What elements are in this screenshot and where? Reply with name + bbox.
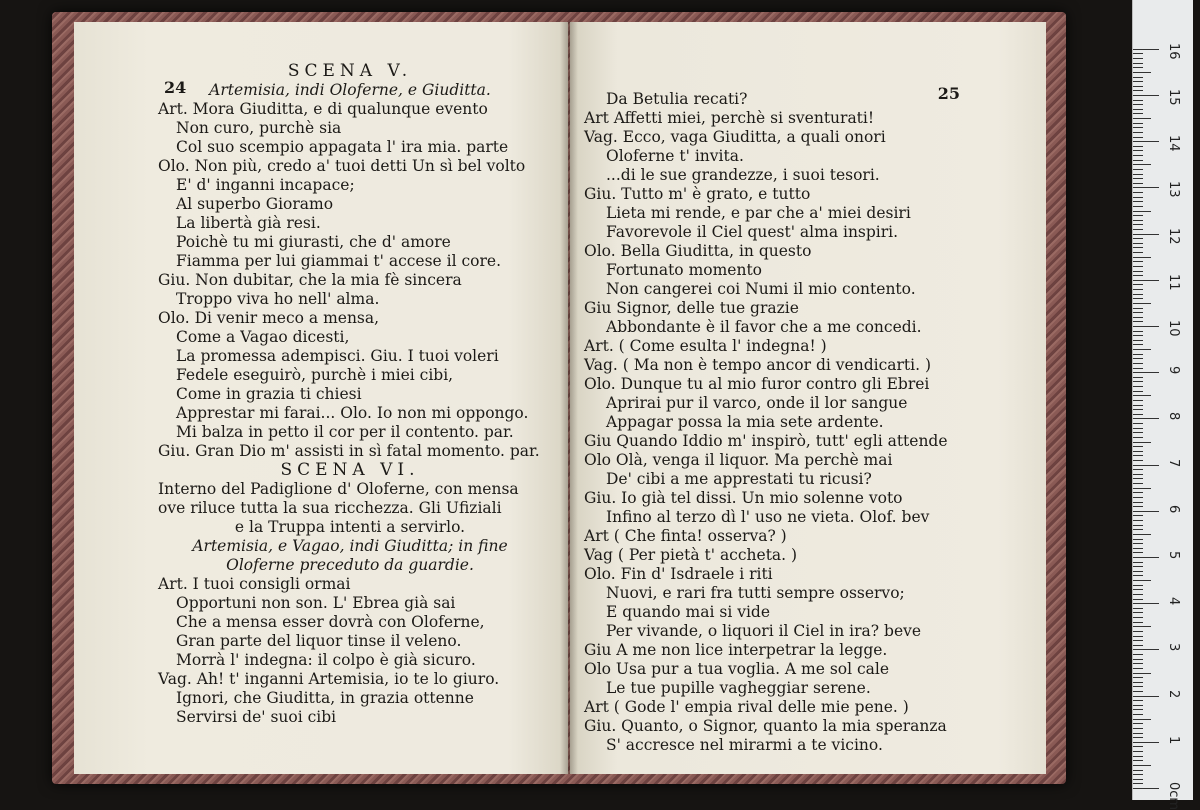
ruler-tick <box>1133 109 1143 110</box>
ruler-tick <box>1133 58 1143 59</box>
ruler-tick <box>1133 640 1143 641</box>
text-line: Aprirai pur il varco, onde il lor sangue <box>606 394 908 412</box>
ruler-tick <box>1133 266 1143 267</box>
ruler-tick <box>1133 178 1143 179</box>
ruler-tick <box>1133 580 1151 581</box>
text-line: S' accresce nel mirarmi a te vicino. <box>606 736 883 754</box>
text-line: Favorevole il Ciel quest' alma inspiri. <box>606 223 899 241</box>
ruler-tick <box>1133 700 1143 701</box>
ruler-tick <box>1133 211 1151 212</box>
ruler-tick <box>1133 174 1143 175</box>
ruler-tick <box>1133 349 1151 350</box>
ruler-tick <box>1133 728 1143 729</box>
ruler-tick <box>1133 206 1143 207</box>
text-line: Giu. Non dubitar, che la mia fè sincera <box>158 271 462 289</box>
ruler-tick <box>1133 483 1143 484</box>
text-line: Oloferne t' invita. <box>606 147 744 165</box>
text-line: Appagar possa la mia sete ardente. <box>606 413 884 431</box>
ruler-tick <box>1133 659 1143 660</box>
ruler-tick <box>1133 146 1143 147</box>
ruler-tick <box>1133 284 1143 285</box>
ruler-tick <box>1133 622 1143 623</box>
text-line: Vag ( Per pietà t' accheta. ) <box>584 546 798 564</box>
ruler-tick <box>1133 247 1143 248</box>
ruler-tick <box>1133 469 1143 470</box>
ruler-tick <box>1133 201 1143 202</box>
ruler-tick <box>1133 451 1143 452</box>
ruler-tick <box>1133 354 1143 355</box>
ruler-tick <box>1133 164 1151 165</box>
ruler-tick <box>1133 414 1143 415</box>
text-line: Art. Mora Giuditta, e di qualunque evento <box>158 100 488 118</box>
ruler-label: 5 <box>1166 551 1181 560</box>
text-line: De' cibi a me apprestati tu ricusi? <box>606 470 872 488</box>
text-line: Apprestar mi farai... Olo. Io non mi oppongo. <box>176 404 529 422</box>
text-line: Giu. Tutto m' è grato, e tutto <box>584 185 811 203</box>
ruler-tick <box>1133 502 1143 503</box>
text-line: Come a Vagao dicesti, <box>176 328 350 346</box>
ruler-tick <box>1133 81 1143 82</box>
ruler-tick <box>1133 372 1159 373</box>
ruler-tick <box>1133 127 1143 128</box>
ruler-tick <box>1133 150 1143 151</box>
ruler-tick <box>1133 289 1143 290</box>
ruler-tick <box>1133 169 1143 170</box>
text-line: Vag. Ah! t' inganni Artemisia, io te lo giuro. <box>158 670 500 688</box>
text-line: SCENA V. <box>287 61 413 81</box>
text-line: Olo. Fin d' Isdraele i riti <box>584 565 773 583</box>
ruler-tick <box>1133 446 1143 447</box>
text-line: Giu. Gran Dio m' assisti in sì fatal momento. par. <box>158 442 540 460</box>
ruler-tick <box>1133 381 1143 382</box>
ruler-tick <box>1133 566 1143 567</box>
text-line: Al superbo Gioramo <box>176 195 334 213</box>
ruler-tick <box>1133 589 1143 590</box>
ruler-tick <box>1133 608 1143 609</box>
text-line: Come in grazia ti chiesi <box>176 385 362 403</box>
text-line: Servirsi de' suoi cibi <box>176 708 337 726</box>
text-line: Le tue pupille vagheggiar serene. <box>606 679 871 697</box>
ruler-tick <box>1133 654 1143 655</box>
ruler-label: 11 <box>1166 273 1181 291</box>
ruler-tick <box>1133 192 1143 193</box>
ruler-tick <box>1133 746 1143 747</box>
text-line: Giu. Io già tel dissi. Un mio solenne voto <box>584 489 903 507</box>
ruler-tick <box>1133 72 1151 73</box>
ruler-tick <box>1133 280 1159 281</box>
ruler-label: 10 <box>1166 320 1181 337</box>
ruler-tick <box>1133 575 1143 576</box>
ruler-tick <box>1133 331 1143 332</box>
text-line: ...di le sue grandezze, i suoi tesori. <box>606 166 880 184</box>
ruler-tick <box>1133 317 1143 318</box>
text-line: Ignori, che Giuditta, in grazia ottenne <box>176 689 474 707</box>
ruler-tick <box>1133 668 1143 669</box>
text-line: Nuovi, e rari fra tutti sempre osservo; <box>606 584 905 602</box>
ruler-tick <box>1133 723 1143 724</box>
ruler-tick <box>1133 788 1159 789</box>
ruler-tick <box>1133 224 1143 225</box>
text-line: Che a mensa esser dovrà con Oloferne, <box>176 613 485 631</box>
ruler-tick <box>1133 649 1159 650</box>
right-page-text <box>584 90 1026 755</box>
ruler-label: 1 <box>1166 735 1181 745</box>
ruler-tick <box>1133 603 1159 604</box>
ruler-tick <box>1133 478 1143 479</box>
text-line: Col suo scempio appagata l' ira mia. parte <box>176 138 509 156</box>
ruler-tick <box>1133 252 1143 253</box>
ruler-tick <box>1133 455 1143 456</box>
ruler-tick <box>1133 261 1143 262</box>
ruler-tick <box>1133 275 1143 276</box>
ruler-tick <box>1133 271 1143 272</box>
ruler-tick <box>1133 488 1151 489</box>
text-line: Morrà l' indegna: il colpo è già sicuro. <box>176 651 476 669</box>
ruler-tick <box>1133 779 1143 780</box>
ruler-tick <box>1133 562 1143 563</box>
ruler-tick <box>1133 612 1143 613</box>
text-line: Poichè tu mi giurasti, che d' amore <box>176 233 451 251</box>
ruler-tick <box>1133 460 1143 461</box>
text-line: Non curo, purchè sia <box>176 119 342 137</box>
text-line: e la Truppa intenti a servirlo. <box>234 518 466 536</box>
ruler-label: 3 <box>1166 643 1181 652</box>
ruler-tick <box>1133 132 1143 133</box>
text-line: Vag. ( Ma non è tempo ancor di vendicarti. ) <box>584 356 931 374</box>
text-line: Infino al terzo dì l' uso ne vieta. Olof. bev <box>606 508 930 526</box>
measuring-ruler <box>1132 0 1193 810</box>
ruler-tick <box>1133 673 1151 674</box>
text-line: La promessa adempisci. Giu. I tuoi voleri <box>176 347 499 365</box>
ruler-tick <box>1133 423 1143 424</box>
ruler-tick <box>1133 742 1159 743</box>
ruler-tick <box>1133 67 1143 68</box>
ruler-tick <box>1133 77 1143 78</box>
ruler-tick <box>1133 663 1143 664</box>
ruler-tick <box>1133 617 1143 618</box>
text-line: Lieta mi rende, e par che a' miei desiri <box>606 204 911 222</box>
ruler-tick <box>1133 594 1143 595</box>
ruler-tick <box>1133 626 1151 627</box>
ruler-tick <box>1133 321 1143 322</box>
text-line: Opportuni non son. L' Ebrea già sai <box>176 594 456 612</box>
ruler-tick <box>1133 100 1143 101</box>
ruler-tick <box>1133 418 1159 419</box>
ruler-tick <box>1133 243 1143 244</box>
ruler-tick <box>1133 340 1143 341</box>
ruler-label: 16 <box>1166 42 1181 60</box>
left-page-number: 24 <box>164 78 187 97</box>
text-line: Artemisia, indi Oloferne, e Giuditta. <box>209 81 491 99</box>
text-line: Non cangerei coi Numi il mio contento. <box>606 280 916 298</box>
ruler-label: 14 <box>1166 135 1181 152</box>
ruler-tick <box>1133 696 1159 697</box>
ruler-label: 6 <box>1166 504 1181 514</box>
ruler-tick <box>1133 585 1143 586</box>
text-line: ove riluce tutta la sua ricchezza. Gli Ufiziali <box>158 499 502 517</box>
ruler-tick <box>1133 548 1143 549</box>
text-line: Art. I tuoi consigli ormai <box>158 575 351 593</box>
ruler-tick <box>1133 534 1151 535</box>
right-page <box>570 22 1046 774</box>
ruler-tick <box>1133 335 1143 336</box>
text-line: Fedele eseguirò, purchè i miei cibi, <box>176 366 454 384</box>
text-line: E quando mai si vide <box>606 603 771 621</box>
ruler-tick <box>1133 229 1143 230</box>
ruler-tick <box>1133 234 1159 235</box>
text-line: Fortunato momento <box>606 261 763 279</box>
ruler-label: 13 <box>1166 181 1181 198</box>
text-line: Da Betulia recati? <box>606 90 748 108</box>
ruler-label: 0cm <box>1166 782 1181 810</box>
ruler-tick <box>1133 770 1143 771</box>
text-line: Olo. Dunque tu al mio furor contro gli Ebrei <box>584 375 930 393</box>
text-line: SCENA VI. <box>280 460 420 480</box>
ruler-tick <box>1133 756 1143 757</box>
text-line: Abbondante è il favor che a me concedi. <box>606 318 922 336</box>
text-line: Troppo viva ho nell' alma. <box>176 290 380 308</box>
ruler-tick <box>1133 686 1143 687</box>
ruler-label: 8 <box>1166 412 1181 421</box>
ruler-tick <box>1133 511 1159 512</box>
ruler-tick <box>1133 515 1143 516</box>
ruler-tick <box>1133 113 1143 114</box>
ruler-tick <box>1133 737 1143 738</box>
ruler-tick <box>1133 442 1151 443</box>
ruler-tick <box>1133 377 1143 378</box>
ruler-tick <box>1133 368 1143 369</box>
ruler-tick <box>1133 783 1143 784</box>
ruler-tick <box>1133 49 1159 50</box>
text-line: Giu Quando Iddio m' inspirò, tutt' egli attende <box>584 432 948 450</box>
ruler-tick <box>1133 95 1159 96</box>
text-line: Per vivande, o liquori il Ciel in ira? beve <box>606 622 922 640</box>
ruler-tick <box>1133 400 1143 401</box>
ruler-tick <box>1133 765 1151 766</box>
ruler-label: 4 <box>1166 597 1181 606</box>
ruler-tick <box>1133 543 1143 544</box>
ruler-tick <box>1133 238 1143 239</box>
text-line: Vag. Ecco, vaga Giuditta, a quali onori <box>584 128 886 146</box>
ruler-label: 9 <box>1166 366 1181 375</box>
ruler-tick <box>1133 187 1159 188</box>
ruler-tick <box>1133 90 1143 91</box>
text-line: Giu A me non lice interpetrar la legge. <box>584 641 888 659</box>
ruler-tick <box>1133 53 1143 54</box>
ruler-tick <box>1133 63 1143 64</box>
text-line: Olo Olà, venga il liquor. Ma perchè mai <box>584 451 893 469</box>
text-line: Olo. Non più, credo a' tuoi detti Un sì bel volto <box>158 157 526 175</box>
ruler-tick <box>1133 774 1143 775</box>
ruler-tick <box>1133 571 1143 572</box>
ruler-label: 7 <box>1166 458 1181 467</box>
ruler-tick <box>1133 386 1143 387</box>
ruler-tick <box>1133 506 1143 507</box>
ruler-tick <box>1133 733 1143 734</box>
ruler-tick <box>1133 312 1143 313</box>
ruler-tick <box>1133 123 1143 124</box>
ruler-tick <box>1133 492 1143 493</box>
ruler-tick <box>1133 298 1143 299</box>
ruler-tick <box>1133 557 1159 558</box>
ruler-tick <box>1133 160 1143 161</box>
ruler-label: 15 <box>1166 89 1181 106</box>
book-gutter <box>560 22 578 774</box>
text-line: Olo. Bella Giuditta, in questo <box>584 242 812 260</box>
ruler-tick <box>1133 474 1143 475</box>
ruler-tick <box>1133 326 1159 327</box>
text-line: Art Affetti miei, perchè si sventurati! <box>584 109 875 127</box>
ruler-tick <box>1133 294 1143 295</box>
text-line: Olo. Di venir meco a mensa, <box>158 309 380 327</box>
text-line: Artemisia, e Vagao, indi Giuditta; in fine <box>192 537 508 555</box>
text-line: Art ( Che finta! osserva? ) <box>584 527 787 545</box>
ruler-tick <box>1133 155 1143 156</box>
ruler-tick <box>1133 645 1143 646</box>
text-line: Art. ( Come esulta l' indegna! ) <box>584 337 827 355</box>
ruler-tick <box>1133 705 1143 706</box>
ruler-tick <box>1133 525 1143 526</box>
ruler-tick <box>1133 183 1143 184</box>
ruler-tick <box>1133 529 1143 530</box>
ruler-tick <box>1133 497 1143 498</box>
ruler-tick <box>1133 257 1151 258</box>
ruler-tick <box>1133 308 1143 309</box>
ruler-tick <box>1133 409 1143 410</box>
ruler-tick <box>1133 363 1143 364</box>
text-line: Olo Usa pur a tua voglia. A me sol cale <box>584 660 890 678</box>
ruler-tick <box>1133 714 1143 715</box>
ruler-tick <box>1133 405 1143 406</box>
ruler-tick <box>1133 141 1159 142</box>
text-line: Art ( Gode l' empia rival delle mie pene. ) <box>584 698 909 716</box>
left-page <box>74 22 568 774</box>
ruler-tick <box>1133 358 1143 359</box>
ruler-tick <box>1133 719 1151 720</box>
ruler-tick <box>1133 391 1143 392</box>
ruler-tick <box>1133 303 1151 304</box>
ruler-label: 12 <box>1166 227 1181 245</box>
ruler-tick <box>1133 539 1143 540</box>
ruler-tick <box>1133 118 1151 119</box>
ruler-tick <box>1133 432 1143 433</box>
ruler-tick <box>1133 344 1143 345</box>
ruler-tick <box>1133 636 1143 637</box>
ruler-tick <box>1133 395 1151 396</box>
ruler-tick <box>1133 220 1143 221</box>
ruler-tick <box>1133 677 1143 678</box>
ruler-tick <box>1133 751 1143 752</box>
ruler-tick <box>1133 437 1143 438</box>
ruler-label: 2 <box>1166 689 1181 698</box>
text-line: Interno del Padiglione d' Oloferne, con mensa <box>158 480 519 498</box>
text-line: Fiamma per lui giammai t' accese il core. <box>176 252 502 270</box>
text-line: Mi balza in petto il cor per il contento. par. <box>176 423 514 441</box>
ruler-tick <box>1133 520 1143 521</box>
text-line: Oloferne preceduto da guardie. <box>226 556 474 574</box>
ruler-tick <box>1133 709 1143 710</box>
ruler-tick <box>1133 86 1143 87</box>
ruler-tick <box>1133 631 1143 632</box>
text-line: Giu. Quanto, o Signor, quanto la mia speranza <box>584 717 947 735</box>
ruler-tick <box>1133 215 1143 216</box>
text-line: E' d' inganni incapace; <box>176 176 355 194</box>
ruler-tick <box>1133 760 1143 761</box>
ruler-tick <box>1133 104 1143 105</box>
text-line: Giu Signor, delle tue grazie <box>584 299 799 317</box>
text-line: La libertà già resi. <box>176 214 321 232</box>
ruler-tick <box>1133 465 1159 466</box>
ruler-tick <box>1133 599 1143 600</box>
left-page-text <box>158 62 542 727</box>
ruler-tick <box>1133 691 1143 692</box>
text-line: Gran parte del liquor tinse il veleno. <box>176 632 462 650</box>
ruler-tick <box>1133 197 1143 198</box>
ruler-tick <box>1133 682 1143 683</box>
ruler-tick <box>1133 137 1143 138</box>
ruler-tick <box>1133 428 1143 429</box>
right-page-number: 25 <box>937 84 960 103</box>
ruler-tick <box>1133 552 1143 553</box>
